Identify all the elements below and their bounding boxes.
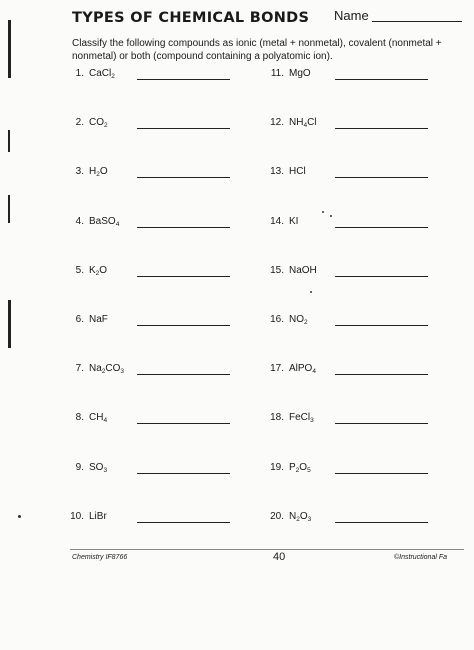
answer-blank[interactable] bbox=[137, 128, 230, 129]
formula-subscript: 2 bbox=[95, 270, 100, 277]
formula-text: NaF bbox=[89, 314, 108, 325]
answer-blank[interactable] bbox=[335, 79, 428, 80]
formula-text: FeCl bbox=[289, 412, 311, 423]
answer-blank[interactable] bbox=[335, 325, 428, 326]
answer-blank[interactable] bbox=[137, 227, 230, 228]
answer-blank[interactable] bbox=[137, 374, 230, 375]
formula-subscript: 4 bbox=[115, 221, 120, 228]
worksheet-title: TYPES OF CHEMICAL BONDS bbox=[72, 10, 310, 26]
answer-blank[interactable] bbox=[137, 79, 230, 80]
formula-text: NaOH bbox=[289, 265, 317, 276]
question-number: 13. bbox=[270, 166, 284, 177]
formula-subscript: 2 bbox=[304, 319, 308, 326]
question-number: 7. bbox=[75, 363, 84, 374]
answer-blank[interactable] bbox=[335, 423, 428, 424]
compound-formula bbox=[289, 216, 298, 227]
formula-text: HCl bbox=[289, 166, 306, 177]
formula-text: SO bbox=[89, 462, 104, 473]
compound-formula bbox=[89, 216, 119, 227]
formula-subscript: 2 bbox=[295, 467, 300, 474]
answer-blank[interactable] bbox=[137, 522, 230, 523]
scan-edge-mark bbox=[8, 20, 11, 78]
question-number: 10. bbox=[70, 511, 84, 522]
footer-page-number: 40 bbox=[273, 551, 286, 563]
question-number: 2. bbox=[75, 117, 84, 128]
answer-blank[interactable] bbox=[335, 374, 428, 375]
formula-text: KI bbox=[289, 216, 299, 227]
question-number: 17. bbox=[270, 363, 284, 374]
compound-formula bbox=[89, 265, 107, 276]
formula-subscript: 3 bbox=[103, 467, 108, 474]
formula-subscript: 5 bbox=[307, 467, 311, 474]
compound-formula bbox=[89, 511, 107, 522]
formula-text: N bbox=[289, 511, 297, 522]
formula-text: O bbox=[299, 462, 308, 473]
compound-formula bbox=[89, 166, 108, 177]
formula-text: LiBr bbox=[89, 511, 107, 522]
question-number: 18. bbox=[270, 412, 284, 423]
formula-subscript: 3 bbox=[310, 417, 314, 424]
compound-formula bbox=[289, 314, 308, 325]
formula-text: Cl bbox=[307, 117, 317, 128]
formula-subscript: 2 bbox=[104, 122, 108, 129]
instructions bbox=[72, 38, 462, 63]
formula-text: O bbox=[299, 511, 308, 522]
formula-text: Na bbox=[89, 363, 102, 374]
formula-text: H bbox=[89, 166, 97, 177]
question-number: 9. bbox=[75, 462, 84, 473]
formula-text: O bbox=[99, 166, 108, 177]
formula-text: MgO bbox=[289, 68, 311, 79]
question-number: 12. bbox=[270, 117, 284, 128]
formula-subscript: 4 bbox=[303, 122, 308, 129]
question-number: 16. bbox=[270, 314, 284, 325]
scan-edge-mark bbox=[8, 300, 11, 348]
formula-text: O bbox=[99, 265, 108, 276]
name-field-line[interactable] bbox=[372, 21, 462, 22]
question-number: 15. bbox=[270, 265, 284, 276]
formula-subscript: 2 bbox=[101, 368, 106, 375]
question-number: 14. bbox=[270, 216, 284, 227]
formula-text: AlPO bbox=[289, 363, 313, 374]
formula-subscript: 2 bbox=[96, 171, 100, 178]
formula-subscript: 4 bbox=[312, 368, 316, 375]
compound-formula bbox=[289, 117, 317, 128]
formula-subscript: 2 bbox=[111, 73, 115, 80]
question-number: 11. bbox=[270, 68, 284, 79]
compound-formula bbox=[89, 363, 124, 374]
formula-text: BaSO bbox=[89, 216, 116, 227]
answer-blank[interactable] bbox=[335, 177, 428, 178]
question-number: 1. bbox=[75, 68, 84, 79]
answer-blank[interactable] bbox=[335, 276, 428, 277]
scan-speck bbox=[310, 291, 312, 293]
compound-formula bbox=[89, 68, 115, 79]
answer-blank[interactable] bbox=[137, 423, 230, 424]
compound-formula bbox=[89, 117, 108, 128]
answer-blank[interactable] bbox=[335, 128, 428, 129]
answer-blank[interactable] bbox=[137, 325, 230, 326]
question-number: 4. bbox=[75, 216, 84, 227]
formula-text: NH bbox=[289, 117, 304, 128]
question-number: 20. bbox=[270, 511, 284, 522]
question-number: 6. bbox=[75, 314, 84, 325]
formula-text: CH bbox=[89, 412, 104, 423]
answer-blank[interactable] bbox=[335, 473, 428, 474]
compound-formula bbox=[89, 412, 107, 423]
formula-subscript: 2 bbox=[296, 516, 300, 523]
formula-text: CaCl bbox=[89, 68, 112, 79]
name-label: Name bbox=[334, 8, 369, 23]
formula-subscript: 4 bbox=[103, 417, 108, 424]
scan-edge-mark bbox=[8, 130, 10, 152]
compound-formula bbox=[289, 412, 314, 423]
footer-copyright: ©Instructional Fa bbox=[394, 554, 448, 561]
formula-text: P bbox=[289, 462, 296, 473]
compound-formula bbox=[89, 462, 107, 473]
scan-edge-mark bbox=[8, 195, 10, 223]
scan-speck bbox=[18, 515, 21, 518]
footer-book-code: Chemistry IF8766 bbox=[72, 554, 128, 561]
formula-text: CO bbox=[89, 117, 104, 128]
scan-speck bbox=[322, 211, 324, 213]
answer-blank[interactable] bbox=[335, 522, 428, 523]
compound-formula bbox=[289, 265, 317, 276]
formula-text: K bbox=[89, 265, 96, 276]
compound-formula bbox=[289, 511, 311, 522]
question-number: 8. bbox=[75, 412, 84, 423]
compound-formula bbox=[289, 462, 311, 473]
compound-formula bbox=[289, 363, 316, 374]
question-number: 3. bbox=[75, 166, 84, 177]
compound-formula bbox=[289, 68, 311, 79]
footer-divider bbox=[70, 549, 464, 550]
question-number: 19. bbox=[270, 462, 284, 473]
formula-subscript: 3 bbox=[307, 516, 312, 523]
question-number: 5. bbox=[75, 265, 84, 276]
answer-blank[interactable] bbox=[137, 276, 230, 277]
formula-text: CO bbox=[105, 363, 121, 374]
answer-blank[interactable] bbox=[137, 473, 230, 474]
answer-blank[interactable] bbox=[137, 177, 230, 178]
scan-speck bbox=[330, 215, 332, 217]
instructions-line: nonmetal) or both (compound containing a polyatomic ion). bbox=[72, 50, 333, 62]
compound-formula bbox=[89, 314, 108, 325]
instructions-line: Classify the following compounds as ionic (metal + nonmetal), covalent (nonmetal + bbox=[72, 38, 442, 49]
answer-blank[interactable] bbox=[335, 227, 428, 228]
formula-text: NO bbox=[289, 314, 304, 325]
compound-formula bbox=[289, 166, 306, 177]
formula-subscript: 3 bbox=[120, 368, 125, 375]
